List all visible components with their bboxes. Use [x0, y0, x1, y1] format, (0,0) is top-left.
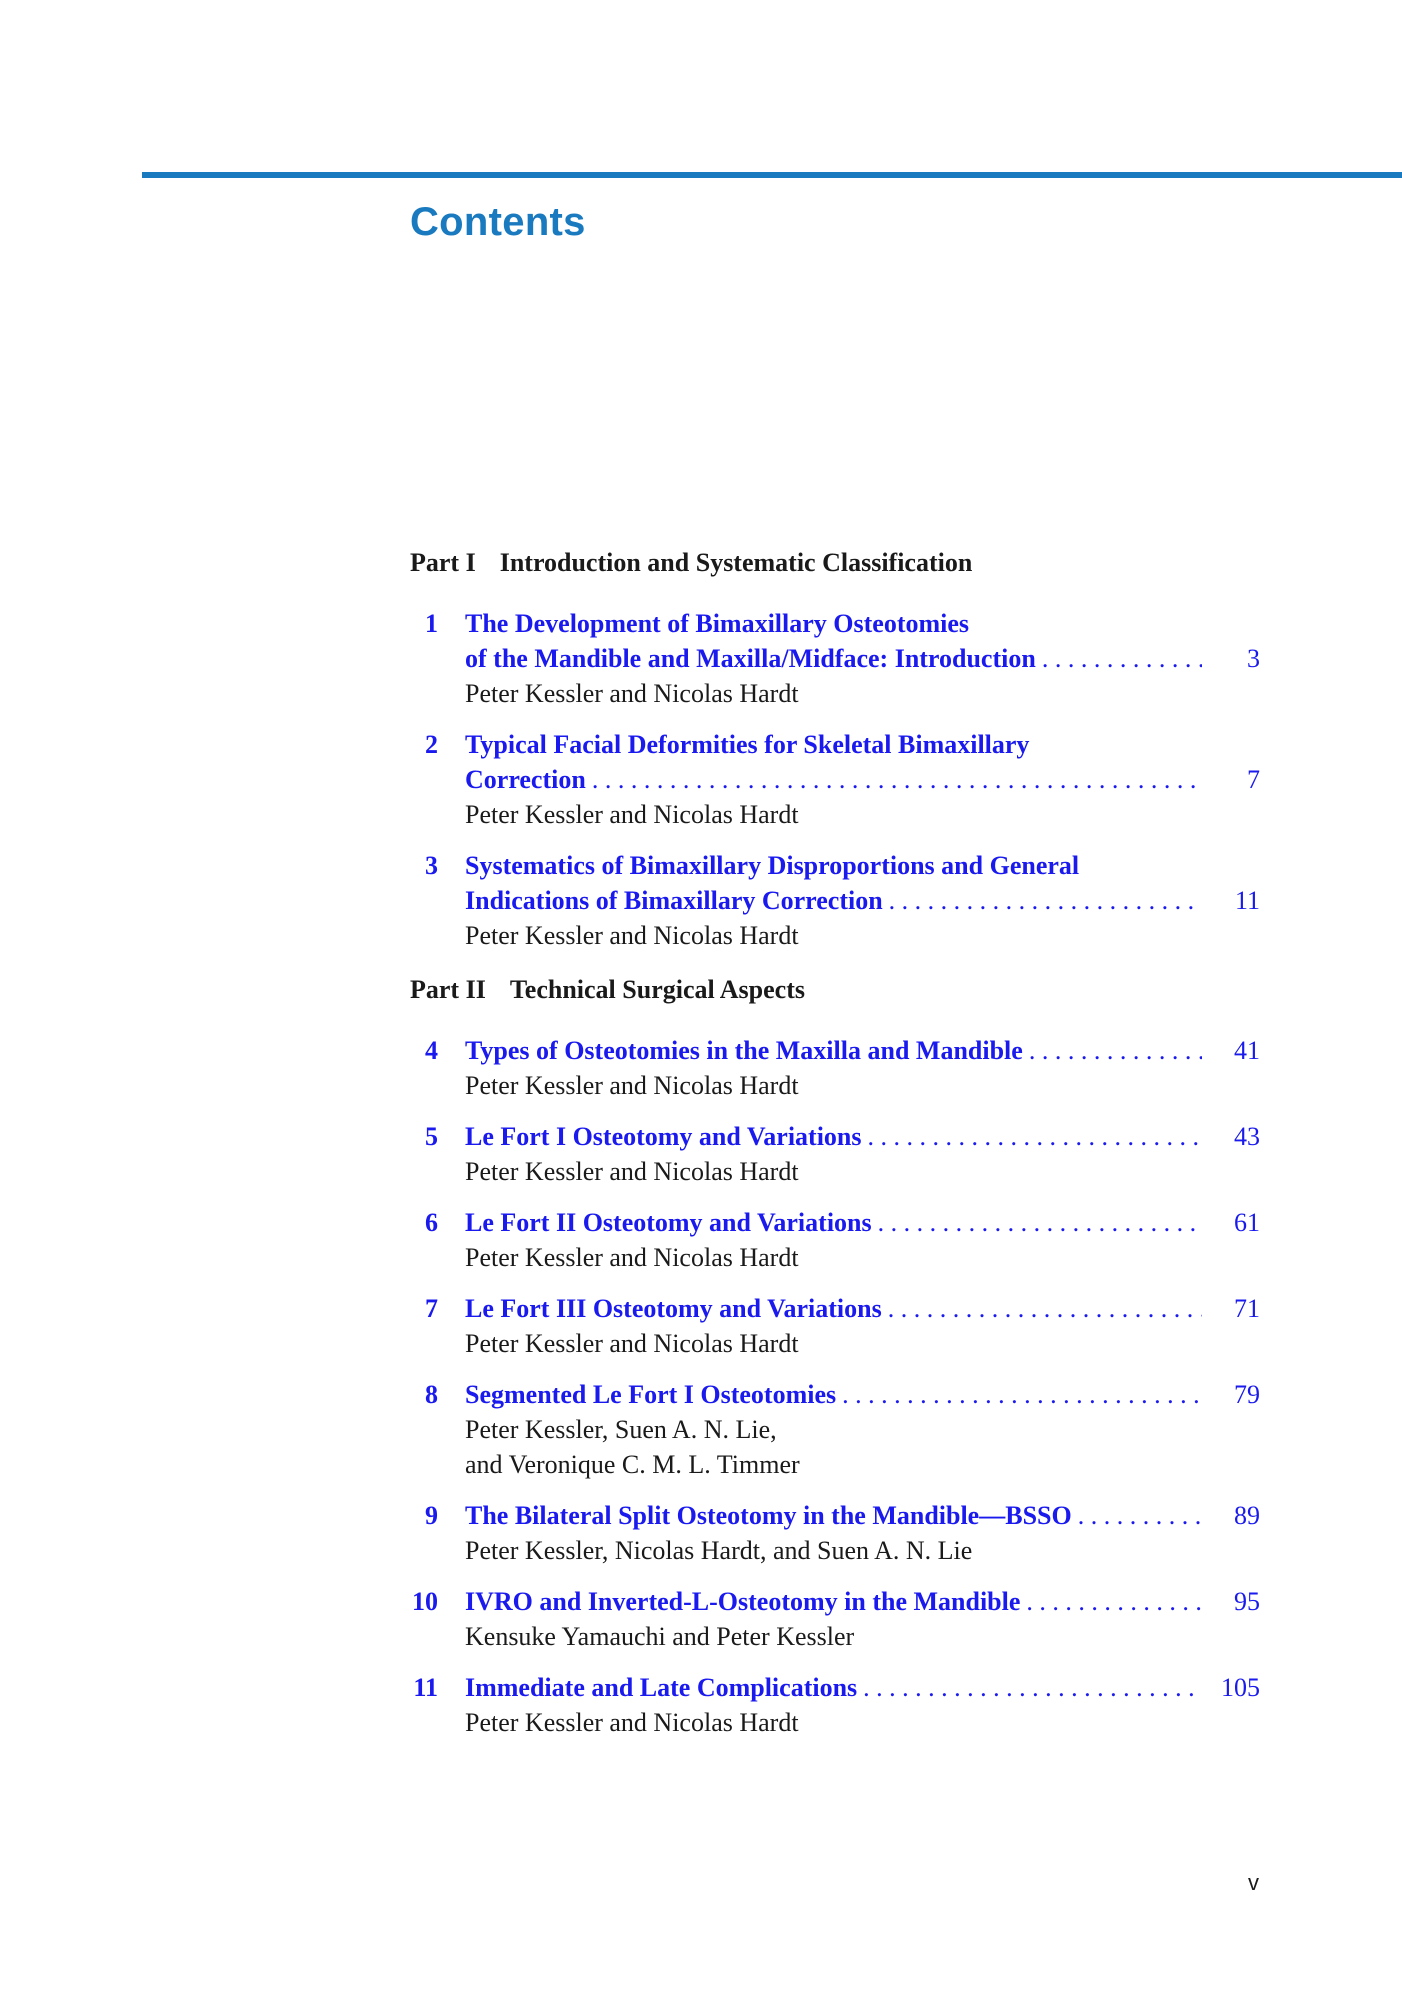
chapter-title-row [465, 1377, 1260, 1412]
toc-entry[interactable] [410, 1205, 1260, 1275]
page-number-link[interactable]: 3 [1247, 644, 1260, 673]
chapter-authors: Peter Kessler and Nicolas Hardt [465, 1708, 799, 1737]
chapter-title-link[interactable]: of the Mandible and Maxilla/Midface: Introduction [465, 644, 1036, 673]
chapter-number: 5 [425, 1122, 438, 1151]
chapter-authors: Peter Kessler and Nicolas Hardt [465, 1071, 799, 1100]
dot-leader [1042, 641, 1202, 676]
part-heading [410, 973, 1260, 1007]
dot-leader [889, 883, 1202, 918]
dot-leader [888, 1291, 1202, 1326]
dot-leader [863, 1670, 1202, 1705]
chapter-authors: Peter Kessler and Nicolas Hardt [465, 679, 799, 708]
toc-entry[interactable] [410, 848, 1260, 953]
toc-entry[interactable] [410, 1584, 1260, 1654]
chapter-title-link[interactable]: Systematics of Bimaxillary Disproportions and General [465, 851, 1080, 880]
toc-entry[interactable] [410, 1291, 1260, 1361]
page-number-link[interactable]: 105 [1221, 1673, 1260, 1702]
chapter-number: 10 [412, 1587, 438, 1616]
chapter-title-row [465, 1119, 1260, 1154]
page-number-link[interactable]: 61 [1234, 1208, 1260, 1237]
chapter-title-row [465, 1033, 1260, 1068]
chapter-title-link[interactable]: Correction [465, 765, 586, 794]
chapter-authors: and Veronique C. M. L. Timmer [465, 1450, 800, 1479]
chapter-title-link[interactable]: Types of Osteotomies in the Maxilla and Mandible [465, 1036, 1023, 1065]
chapter-authors: Peter Kessler, Suen A. N. Lie, [465, 1415, 777, 1444]
toc-entry[interactable] [410, 727, 1260, 832]
chapter-authors: Peter Kessler and Nicolas Hardt [465, 1157, 799, 1186]
toc-entry[interactable] [410, 1670, 1260, 1740]
chapter-number: 9 [425, 1501, 438, 1530]
page-number-link[interactable]: 79 [1234, 1380, 1260, 1409]
chapter-title-link[interactable]: Indications of Bimaxillary Correction [465, 886, 883, 915]
chapter-title-link[interactable]: IVRO and Inverted-L-Osteotomy in the Mandible [465, 1587, 1021, 1616]
page-number-link[interactable]: 71 [1234, 1294, 1260, 1323]
chapter-title-link[interactable]: Immediate and Late Complications [465, 1673, 858, 1702]
table-of-contents [410, 546, 1260, 1756]
page-number-link[interactable]: 89 [1234, 1501, 1260, 1530]
chapter-authors: Peter Kessler and Nicolas Hardt [465, 1243, 799, 1272]
part-title: Technical Surgical Aspects [509, 975, 805, 1004]
page-number-link[interactable]: 7 [1247, 765, 1260, 794]
dot-leader [1029, 1033, 1202, 1068]
chapter-number: 8 [425, 1380, 438, 1409]
dot-leader [592, 762, 1202, 797]
chapter-title-row [465, 1205, 1260, 1240]
chapter-number: 2 [425, 730, 438, 759]
toc-entry[interactable] [410, 1033, 1260, 1103]
dot-leader [1078, 1498, 1202, 1533]
part-number: Part I [410, 548, 476, 577]
page-number-link[interactable]: 41 [1234, 1036, 1260, 1065]
page-number-link[interactable]: 11 [1234, 886, 1260, 915]
chapter-title-row [465, 1291, 1260, 1326]
chapter-title-link[interactable]: Segmented Le Fort I Osteotomies [465, 1380, 837, 1409]
chapter-title-link[interactable]: The Bilateral Split Osteotomy in the Mandible—BSSO [465, 1501, 1072, 1530]
dot-leader [842, 1377, 1202, 1412]
part-number: Part II [410, 975, 486, 1004]
chapter-number: 4 [425, 1036, 438, 1065]
chapter-authors: Peter Kessler and Nicolas Hardt [465, 1329, 799, 1358]
chapter-number: 6 [425, 1208, 438, 1237]
toc-entry[interactable] [410, 606, 1260, 711]
part-title: Introduction and Systematic Classification [499, 548, 973, 577]
chapter-title-link[interactable]: Le Fort III Osteotomy and Variations [465, 1294, 882, 1323]
chapter-title-row [465, 641, 1260, 676]
dot-leader [878, 1205, 1202, 1240]
part-heading [410, 546, 1260, 580]
chapter-title-row [465, 1584, 1260, 1619]
page-number-link[interactable]: 95 [1234, 1587, 1260, 1616]
chapter-title-row [465, 883, 1260, 918]
chapter-title-link[interactable]: Le Fort I Osteotomy and Variations [465, 1122, 862, 1151]
toc-entry[interactable] [410, 1119, 1260, 1189]
chapter-title-row [465, 1670, 1260, 1705]
chapter-authors: Kensuke Yamauchi and Peter Kessler [465, 1622, 855, 1651]
chapter-authors: Peter Kessler and Nicolas Hardt [465, 921, 799, 950]
chapter-number: 3 [425, 851, 438, 880]
toc-entry[interactable] [410, 1377, 1260, 1482]
toc-entry[interactable] [410, 1498, 1260, 1568]
dot-leader [1026, 1584, 1202, 1619]
chapter-title-link[interactable]: The Development of Bimaxillary Osteotomies [465, 609, 970, 638]
chapter-number: 1 [425, 609, 438, 638]
page-number-link[interactable]: 43 [1234, 1122, 1260, 1151]
chapter-title-row [465, 1498, 1260, 1533]
page-number: v [1248, 1870, 1259, 1895]
chapter-authors: Peter Kessler and Nicolas Hardt [465, 800, 799, 829]
chapter-number: 7 [425, 1294, 438, 1323]
chapter-number: 11 [413, 1673, 438, 1702]
header-rule [142, 172, 1402, 178]
chapter-title-link[interactable]: Le Fort II Osteotomy and Variations [465, 1208, 872, 1237]
chapter-title-link[interactable]: Typical Facial Deformities for Skeletal Bimaxillary [465, 730, 1030, 759]
dot-leader [868, 1119, 1203, 1154]
chapter-title-row [465, 762, 1260, 797]
page-title: Contents [410, 200, 586, 244]
chapter-authors: Peter Kessler, Nicolas Hardt, and Suen A. N. Lie [465, 1536, 973, 1565]
